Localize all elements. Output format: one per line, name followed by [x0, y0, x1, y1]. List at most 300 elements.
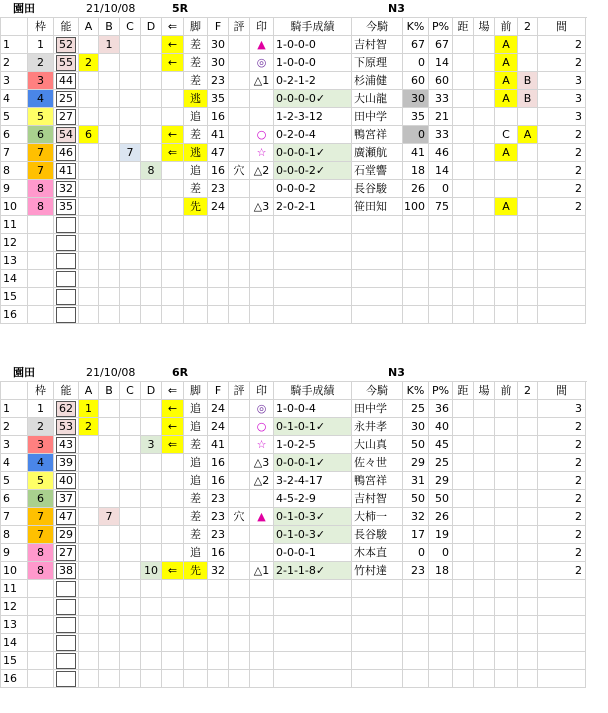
nou-cell[interactable]: [54, 526, 79, 544]
col-c[interactable]: [120, 418, 141, 436]
blank-cell[interactable]: [208, 306, 229, 324]
col-d[interactable]: [141, 472, 162, 490]
shirushi-cell[interactable]: △2: [250, 162, 274, 180]
blank-cell[interactable]: [474, 652, 495, 670]
col-a[interactable]: [79, 436, 99, 454]
kyaku-cell[interactable]: 差: [184, 436, 208, 454]
blank-cell[interactable]: [474, 252, 495, 270]
col-a[interactable]: [79, 72, 99, 90]
shirushi-cell[interactable]: [250, 90, 274, 108]
col-d[interactable]: [141, 180, 162, 198]
blank-cell[interactable]: [184, 252, 208, 270]
blank-cell[interactable]: [99, 634, 120, 652]
hyo-cell[interactable]: [229, 54, 250, 72]
nou-cell[interactable]: [54, 634, 79, 652]
shirushi-cell[interactable]: ◎: [250, 400, 274, 418]
col-a[interactable]: [79, 180, 99, 198]
col-b[interactable]: [99, 472, 120, 490]
kishu-cell[interactable]: 永井孝: [352, 418, 403, 436]
row-number[interactable]: 16: [1, 306, 28, 324]
two-cell[interactable]: [518, 562, 538, 580]
kiseki-cell[interactable]: 0-0-0-2: [274, 180, 352, 198]
blank-cell[interactable]: [120, 270, 141, 288]
col-a[interactable]: [79, 508, 99, 526]
kiseki-cell[interactable]: 0-0-0-1✓: [274, 454, 352, 472]
kiseki-cell[interactable]: 3-2-4-17: [274, 472, 352, 490]
blank-cell[interactable]: [99, 234, 120, 252]
waku-cell[interactable]: 5: [28, 472, 54, 490]
waku-cell[interactable]: 7: [28, 144, 54, 162]
blank-cell[interactable]: [162, 270, 184, 288]
table-row[interactable]: [1, 36, 586, 54]
col-b[interactable]: [99, 436, 120, 454]
blank-cell[interactable]: [162, 616, 184, 634]
waku-cell[interactable]: 1: [28, 36, 54, 54]
blank-cell[interactable]: [79, 306, 99, 324]
nou-cell[interactable]: [54, 418, 79, 436]
kyaku-cell[interactable]: 差: [184, 72, 208, 90]
arrow-cell[interactable]: [162, 526, 184, 544]
f-cell[interactable]: 41: [208, 126, 229, 144]
blank-cell[interactable]: [120, 616, 141, 634]
waku-cell[interactable]: [28, 306, 54, 324]
blank-cell[interactable]: [538, 598, 586, 616]
blank-cell[interactable]: [120, 652, 141, 670]
kiseki-cell[interactable]: 1-0-0-4: [274, 400, 352, 418]
kishu-cell[interactable]: 佐々世: [352, 454, 403, 472]
two-cell[interactable]: [518, 198, 538, 216]
k-percent-cell[interactable]: 17: [403, 526, 429, 544]
kan1-cell[interactable]: 3: [538, 72, 586, 90]
shirushi-cell[interactable]: ○: [250, 126, 274, 144]
waku-cell[interactable]: 8: [28, 198, 54, 216]
blank-cell[interactable]: [162, 580, 184, 598]
mae-cell[interactable]: A: [495, 144, 518, 162]
mae-cell[interactable]: [495, 508, 518, 526]
row-number[interactable]: 15: [1, 288, 28, 306]
blank-cell[interactable]: [429, 652, 453, 670]
blank-cell[interactable]: [538, 288, 586, 306]
p-percent-cell[interactable]: 33: [429, 90, 453, 108]
hyo-cell[interactable]: [229, 90, 250, 108]
col-d[interactable]: [141, 108, 162, 126]
col-b[interactable]: [99, 54, 120, 72]
blank-cell[interactable]: [274, 288, 352, 306]
p-percent-cell[interactable]: 18: [429, 562, 453, 580]
empty-row[interactable]: [1, 634, 586, 652]
kyo-cell[interactable]: [453, 418, 474, 436]
p-percent-cell[interactable]: 46: [429, 144, 453, 162]
shirushi-cell[interactable]: [250, 544, 274, 562]
kan1-cell[interactable]: 2: [538, 36, 586, 54]
kyo-cell[interactable]: [453, 508, 474, 526]
kiseki-cell[interactable]: 4-5-2-9: [274, 490, 352, 508]
ba-cell[interactable]: [474, 454, 495, 472]
blank-cell[interactable]: [274, 598, 352, 616]
blank-cell[interactable]: [538, 234, 586, 252]
row-number[interactable]: 7: [1, 508, 28, 526]
blank-cell[interactable]: [99, 216, 120, 234]
nou-cell[interactable]: [54, 436, 79, 454]
kan1-cell[interactable]: 2: [538, 418, 586, 436]
col-a[interactable]: [79, 490, 99, 508]
kyaku-cell[interactable]: 追: [184, 544, 208, 562]
col-b[interactable]: 1: [99, 36, 120, 54]
nou-cell[interactable]: [54, 472, 79, 490]
p-percent-cell[interactable]: 19: [429, 526, 453, 544]
shirushi-cell[interactable]: ◎: [250, 54, 274, 72]
blank-cell[interactable]: [229, 652, 250, 670]
p-percent-cell[interactable]: 29: [429, 472, 453, 490]
blank-cell[interactable]: [429, 252, 453, 270]
waku-cell[interactable]: 7: [28, 526, 54, 544]
col-c[interactable]: [120, 544, 141, 562]
blank-cell[interactable]: [352, 306, 403, 324]
blank-cell[interactable]: [120, 580, 141, 598]
row-number[interactable]: 10: [1, 198, 28, 216]
col-b[interactable]: [99, 454, 120, 472]
ba-cell[interactable]: [474, 562, 495, 580]
blank-cell[interactable]: [99, 288, 120, 306]
table-row[interactable]: [1, 162, 586, 180]
table-row[interactable]: [1, 126, 586, 144]
nou-cell[interactable]: [54, 544, 79, 562]
kyaku-cell[interactable]: 追: [184, 162, 208, 180]
empty-row[interactable]: [1, 252, 586, 270]
ba-cell[interactable]: [474, 472, 495, 490]
kyaku-cell[interactable]: 差: [184, 490, 208, 508]
table-row[interactable]: [1, 562, 586, 580]
waku-cell[interactable]: 8: [28, 180, 54, 198]
kyo-cell[interactable]: [453, 126, 474, 144]
waku-cell[interactable]: [28, 216, 54, 234]
p-percent-cell[interactable]: 0: [429, 544, 453, 562]
shirushi-cell[interactable]: △2: [250, 472, 274, 490]
kyaku-cell[interactable]: 追: [184, 472, 208, 490]
kyaku-cell[interactable]: 先: [184, 562, 208, 580]
arrow-cell[interactable]: ←: [162, 126, 184, 144]
kyo-cell[interactable]: [453, 454, 474, 472]
f-cell[interactable]: 23: [208, 180, 229, 198]
mae-cell[interactable]: [495, 180, 518, 198]
hyo-cell[interactable]: [229, 418, 250, 436]
waku-cell[interactable]: [28, 252, 54, 270]
waku-cell[interactable]: 1: [28, 400, 54, 418]
mae-cell[interactable]: C: [495, 126, 518, 144]
f-cell[interactable]: 16: [208, 472, 229, 490]
blank-cell[interactable]: [274, 306, 352, 324]
kiseki-cell[interactable]: 1-0-2-5: [274, 436, 352, 454]
blank-cell[interactable]: [474, 288, 495, 306]
f-cell[interactable]: 35: [208, 90, 229, 108]
blank-cell[interactable]: [99, 252, 120, 270]
blank-cell[interactable]: [495, 598, 518, 616]
blank-cell[interactable]: [229, 580, 250, 598]
col-b[interactable]: [99, 400, 120, 418]
table-row[interactable]: [1, 90, 586, 108]
arrow-cell[interactable]: [162, 472, 184, 490]
blank-cell[interactable]: [518, 580, 538, 598]
shirushi-cell[interactable]: ☆: [250, 436, 274, 454]
f-cell[interactable]: 24: [208, 418, 229, 436]
kan1-cell[interactable]: 2: [538, 126, 586, 144]
empty-row[interactable]: [1, 652, 586, 670]
blank-cell[interactable]: [274, 670, 352, 688]
kan1-cell[interactable]: 2: [538, 454, 586, 472]
empty-row[interactable]: [1, 306, 586, 324]
kishu-cell[interactable]: 田中学: [352, 108, 403, 126]
blank-cell[interactable]: [184, 634, 208, 652]
nou-cell[interactable]: [54, 252, 79, 270]
row-number[interactable]: 15: [1, 652, 28, 670]
col-b[interactable]: [99, 490, 120, 508]
blank-cell[interactable]: [429, 616, 453, 634]
blank-cell[interactable]: [120, 670, 141, 688]
blank-cell[interactable]: [474, 634, 495, 652]
kyo-cell[interactable]: [453, 544, 474, 562]
kiseki-cell[interactable]: 2-1-1-8✓: [274, 562, 352, 580]
shirushi-cell[interactable]: [250, 108, 274, 126]
kiseki-cell[interactable]: 0-1-0-3✓: [274, 526, 352, 544]
blank-cell[interactable]: [429, 598, 453, 616]
arrow-cell[interactable]: ←: [162, 400, 184, 418]
hyo-cell[interactable]: [229, 126, 250, 144]
row-number[interactable]: 5: [1, 472, 28, 490]
col-d[interactable]: [141, 144, 162, 162]
col-c[interactable]: [120, 508, 141, 526]
table-row[interactable]: [1, 144, 586, 162]
blank-cell[interactable]: [474, 270, 495, 288]
ba-cell[interactable]: [474, 526, 495, 544]
col-d[interactable]: 8: [141, 162, 162, 180]
mae-cell[interactable]: [495, 108, 518, 126]
two-cell[interactable]: [518, 490, 538, 508]
k-percent-cell[interactable]: 41: [403, 144, 429, 162]
col-a[interactable]: [79, 562, 99, 580]
nou-cell[interactable]: [54, 270, 79, 288]
blank-cell[interactable]: [495, 270, 518, 288]
blank-cell[interactable]: [250, 670, 274, 688]
blank-cell[interactable]: [141, 580, 162, 598]
blank-cell[interactable]: [495, 288, 518, 306]
col-c[interactable]: [120, 490, 141, 508]
blank-cell[interactable]: [429, 234, 453, 252]
col-c[interactable]: [120, 454, 141, 472]
blank-cell[interactable]: [518, 234, 538, 252]
p-percent-cell[interactable]: 36: [429, 400, 453, 418]
kan1-cell[interactable]: 2: [538, 162, 586, 180]
nou-cell[interactable]: [54, 508, 79, 526]
kan1-cell[interactable]: 2: [538, 54, 586, 72]
table-row[interactable]: [1, 418, 586, 436]
kyo-cell[interactable]: [453, 144, 474, 162]
blank-cell[interactable]: [250, 216, 274, 234]
kiseki-cell[interactable]: 0-0-0-0✓: [274, 90, 352, 108]
k-percent-cell[interactable]: 25: [403, 400, 429, 418]
f-cell[interactable]: 16: [208, 544, 229, 562]
two-cell[interactable]: [518, 108, 538, 126]
row-number[interactable]: 11: [1, 216, 28, 234]
hyo-cell[interactable]: [229, 472, 250, 490]
kiseki-cell[interactable]: 1-0-0-0: [274, 36, 352, 54]
row-number[interactable]: 9: [1, 180, 28, 198]
blank-cell[interactable]: [453, 652, 474, 670]
row-number[interactable]: 12: [1, 234, 28, 252]
mae-cell[interactable]: A: [495, 198, 518, 216]
blank-cell[interactable]: [229, 216, 250, 234]
blank-cell[interactable]: [495, 652, 518, 670]
kyaku-cell[interactable]: 差: [184, 508, 208, 526]
mae-cell[interactable]: [495, 454, 518, 472]
blank-cell[interactable]: [453, 616, 474, 634]
blank-cell[interactable]: [162, 288, 184, 306]
hyo-cell[interactable]: [229, 36, 250, 54]
col-c[interactable]: [120, 472, 141, 490]
ba-cell[interactable]: [474, 144, 495, 162]
two-cell[interactable]: B: [518, 72, 538, 90]
kyo-cell[interactable]: [453, 198, 474, 216]
blank-cell[interactable]: [99, 270, 120, 288]
kyaku-cell[interactable]: 追: [184, 400, 208, 418]
kishu-cell[interactable]: 田中学: [352, 400, 403, 418]
blank-cell[interactable]: [274, 616, 352, 634]
blank-cell[interactable]: [208, 670, 229, 688]
shirushi-cell[interactable]: ▲: [250, 36, 274, 54]
arrow-cell[interactable]: ⇐: [162, 144, 184, 162]
kiseki-cell[interactable]: 2-0-2-1: [274, 198, 352, 216]
kan1-cell[interactable]: 2: [538, 198, 586, 216]
blank-cell[interactable]: [229, 670, 250, 688]
blank-cell[interactable]: [208, 216, 229, 234]
blank-cell[interactable]: [250, 634, 274, 652]
blank-cell[interactable]: [141, 616, 162, 634]
blank-cell[interactable]: [184, 616, 208, 634]
kyaku-cell[interactable]: 差: [184, 126, 208, 144]
blank-cell[interactable]: [495, 306, 518, 324]
blank-cell[interactable]: [518, 616, 538, 634]
nou-cell[interactable]: [54, 72, 79, 90]
blank-cell[interactable]: [250, 288, 274, 306]
col-d[interactable]: 10: [141, 562, 162, 580]
table-row[interactable]: [1, 72, 586, 90]
kyo-cell[interactable]: [453, 526, 474, 544]
blank-cell[interactable]: [229, 270, 250, 288]
kyo-cell[interactable]: [453, 36, 474, 54]
blank-cell[interactable]: [352, 634, 403, 652]
kyo-cell[interactable]: [453, 72, 474, 90]
blank-cell[interactable]: [518, 270, 538, 288]
kyaku-cell[interactable]: 逃: [184, 144, 208, 162]
arrow-cell[interactable]: [162, 90, 184, 108]
nou-cell[interactable]: [54, 234, 79, 252]
p-percent-cell[interactable]: 26: [429, 508, 453, 526]
blank-cell[interactable]: [250, 270, 274, 288]
col-c[interactable]: 7: [120, 144, 141, 162]
hyo-cell[interactable]: [229, 108, 250, 126]
kishu-cell[interactable]: 下原理: [352, 54, 403, 72]
blank-cell[interactable]: [208, 652, 229, 670]
ba-cell[interactable]: [474, 508, 495, 526]
mae-cell[interactable]: A: [495, 90, 518, 108]
kyaku-cell[interactable]: 追: [184, 454, 208, 472]
nou-cell[interactable]: [54, 198, 79, 216]
col-a[interactable]: 1: [79, 400, 99, 418]
two-cell[interactable]: [518, 472, 538, 490]
blank-cell[interactable]: [495, 670, 518, 688]
row-number[interactable]: 16: [1, 670, 28, 688]
nou-cell[interactable]: [54, 580, 79, 598]
blank-cell[interactable]: [352, 270, 403, 288]
kyo-cell[interactable]: [453, 562, 474, 580]
kishu-cell[interactable]: 笹田知: [352, 198, 403, 216]
ba-cell[interactable]: [474, 418, 495, 436]
col-b[interactable]: [99, 162, 120, 180]
p-percent-cell[interactable]: 50: [429, 490, 453, 508]
waku-cell[interactable]: 2: [28, 54, 54, 72]
table-row[interactable]: [1, 472, 586, 490]
nou-cell[interactable]: [54, 490, 79, 508]
blank-cell[interactable]: [208, 634, 229, 652]
waku-cell[interactable]: 7: [28, 162, 54, 180]
mae-cell[interactable]: A: [495, 36, 518, 54]
empty-row[interactable]: [1, 216, 586, 234]
kiseki-cell[interactable]: 0-1-0-3✓: [274, 508, 352, 526]
mae-cell[interactable]: [495, 490, 518, 508]
blank-cell[interactable]: [120, 234, 141, 252]
col-b[interactable]: [99, 90, 120, 108]
blank-cell[interactable]: [99, 616, 120, 634]
blank-cell[interactable]: [79, 252, 99, 270]
blank-cell[interactable]: [141, 634, 162, 652]
f-cell[interactable]: 32: [208, 562, 229, 580]
p-percent-cell[interactable]: 21: [429, 108, 453, 126]
f-cell[interactable]: 30: [208, 54, 229, 72]
col-a[interactable]: [79, 544, 99, 562]
blank-cell[interactable]: [141, 234, 162, 252]
mae-cell[interactable]: [495, 436, 518, 454]
blank-cell[interactable]: [453, 252, 474, 270]
row-number[interactable]: 2: [1, 418, 28, 436]
kishu-cell[interactable]: 鴨宮祥: [352, 126, 403, 144]
row-number[interactable]: 10: [1, 562, 28, 580]
blank-cell[interactable]: [120, 598, 141, 616]
blank-cell[interactable]: [403, 670, 429, 688]
kiseki-cell[interactable]: 0-0-0-1✓: [274, 144, 352, 162]
blank-cell[interactable]: [403, 288, 429, 306]
mae-cell[interactable]: [495, 526, 518, 544]
mae-cell[interactable]: [495, 162, 518, 180]
k-percent-cell[interactable]: 50: [403, 490, 429, 508]
waku-cell[interactable]: 8: [28, 562, 54, 580]
blank-cell[interactable]: [120, 306, 141, 324]
p-percent-cell[interactable]: 67: [429, 36, 453, 54]
col-a[interactable]: [79, 90, 99, 108]
kiseki-cell[interactable]: 1-2-3-12: [274, 108, 352, 126]
empty-row[interactable]: [1, 234, 586, 252]
shirushi-cell[interactable]: ☆: [250, 144, 274, 162]
kan1-cell[interactable]: 2: [538, 472, 586, 490]
kan1-cell[interactable]: 2: [538, 508, 586, 526]
arrow-cell[interactable]: ←: [162, 418, 184, 436]
blank-cell[interactable]: [250, 652, 274, 670]
blank-cell[interactable]: [79, 580, 99, 598]
two-cell[interactable]: [518, 162, 538, 180]
p-percent-cell[interactable]: 45: [429, 436, 453, 454]
blank-cell[interactable]: [352, 598, 403, 616]
blank-cell[interactable]: [162, 252, 184, 270]
blank-cell[interactable]: [184, 652, 208, 670]
kyaku-cell[interactable]: 差: [184, 36, 208, 54]
